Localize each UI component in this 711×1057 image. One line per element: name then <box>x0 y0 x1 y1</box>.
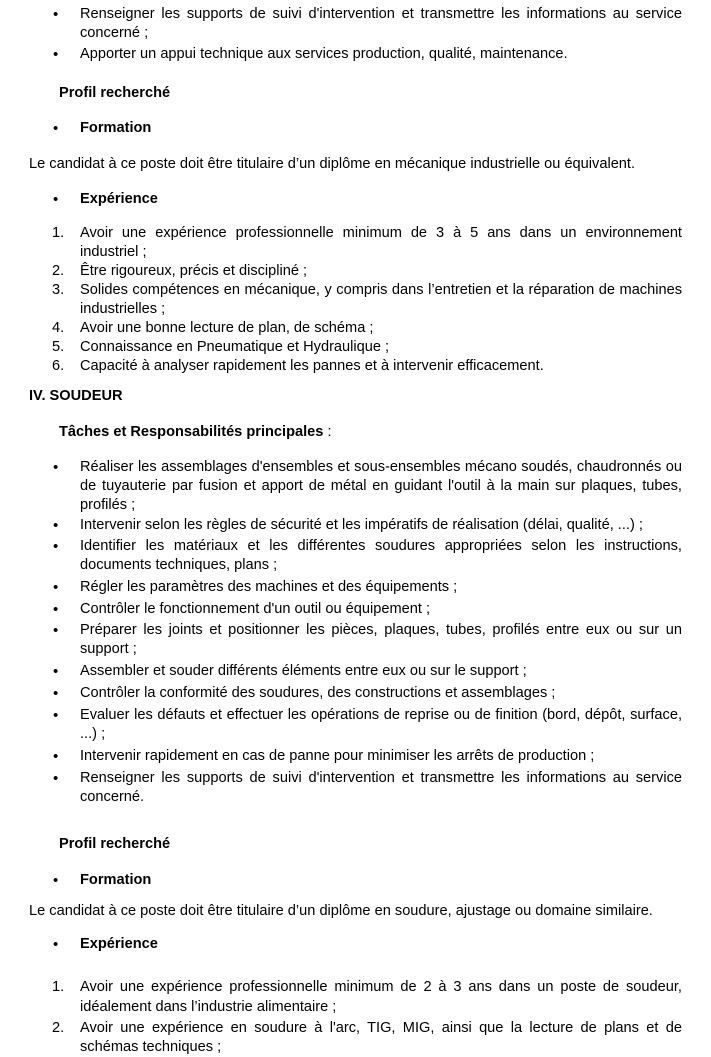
bullet-icon: • <box>53 579 59 596</box>
list-item-text: Evaluer les défauts et effectuer les opérations de reprise ou de finition (bord, dépôt, surface, ...) ; <box>80 707 682 742</box>
experience-label: Expérience <box>80 936 158 952</box>
list-item-text: Avoir une bonne lecture de plan, de schéma ; <box>80 320 374 336</box>
list-number: 4. <box>52 320 65 336</box>
bullet-icon: • <box>53 872 59 889</box>
bullet-icon: • <box>53 663 59 680</box>
bullet-icon: • <box>53 46 59 63</box>
list-item <box>29 458 682 515</box>
bullet-icon: • <box>53 6 59 23</box>
list-item-text: Avoir une expérience professionnelle minimum de 3 à 5 ans dans un environnement industriel ; <box>80 225 682 260</box>
list-item <box>29 357 682 376</box>
list-item-text: Régler les paramètres des machines et des équipements ; <box>80 579 458 595</box>
list-item-text: Avoir une expérience professionnelle minimum de 2 à 3 ans dans un poste de soudeur, idéalement dans l’industrie alimentaire ; <box>80 979 682 1015</box>
list-number: 1. <box>52 979 65 995</box>
list-item-text: Identifier les matériaux et les différentes soudures appropriées selon les instructions, documents techniques, plans ; <box>80 538 682 573</box>
bullet-icon: • <box>53 120 59 137</box>
list-item <box>29 5 682 43</box>
list-item-text: Apporter un appui technique aux services production, qualité, maintenance. <box>80 46 568 62</box>
list-item <box>29 1019 682 1057</box>
tasks-heading <box>59 423 332 442</box>
formation-label: Formation <box>80 120 152 136</box>
list-item-text: Contrôler le fonctionnement d'un outil ou équipement ; <box>80 601 431 617</box>
list-item-text: Préparer les joints et positionner les pièces, plaques, tubes, profilés entre eux ou sur un support ; <box>80 622 682 657</box>
list-item <box>29 706 682 744</box>
formation-text: Le candidat à ce poste doit être titulaire d’un diplôme en soudure, ajustage ou domaine similaire. <box>29 903 653 919</box>
formation-label: Formation <box>80 872 152 888</box>
list-item <box>29 262 682 281</box>
list-item <box>29 600 682 619</box>
list-number: 3. <box>52 282 65 298</box>
bullet-icon: • <box>53 685 59 702</box>
bullet-icon: • <box>53 622 59 639</box>
list-item <box>29 319 682 338</box>
bullet-icon: • <box>53 191 59 208</box>
list-item <box>29 747 682 766</box>
list-item-text: Solides compétences en mécanique, y compris dans l’entretien et la réparation de machines industrielles ; <box>80 282 682 317</box>
experience-label: Expérience <box>80 191 158 207</box>
list-item-text: Être rigoureux, précis et discipliné ; <box>80 263 308 279</box>
list-number: 6. <box>52 358 65 374</box>
experience-list <box>29 977 682 1057</box>
list-number: 5. <box>52 339 65 355</box>
bullet-icon: • <box>53 517 59 534</box>
list-item <box>29 516 682 535</box>
list-item <box>29 977 682 1017</box>
list-item <box>29 45 682 64</box>
list-item-text: Renseigner les supports de suivi d'intervention et transmettre les informations au service concerné ; <box>80 6 682 41</box>
list-item <box>29 224 682 262</box>
top-bullet-list <box>29 5 682 64</box>
list-item-text: Assembler et souder différents éléments entre eux ou sur le support ; <box>80 663 527 679</box>
list-number: 1. <box>52 225 65 241</box>
list-item <box>29 338 682 357</box>
list-item <box>29 281 682 319</box>
list-item <box>29 621 682 659</box>
tasks-list <box>29 458 682 807</box>
list-item-text: Renseigner les supports de suivi d'intervention et transmettre les informations au service concerné. <box>80 770 682 805</box>
bullet-icon: • <box>53 459 59 476</box>
list-item <box>29 537 682 575</box>
list-item-text: Réaliser les assemblages d'ensembles et sous-ensembles mécano soudés, chaudronnés ou de tuyauterie par fusion et apport de métal en guidant l'outil à la main sur plaques, tubes, profilés ; <box>80 459 682 513</box>
list-item-text: Contrôler la conformité des soudures, des constructions et assemblages ; <box>80 685 556 701</box>
bullet-icon: • <box>53 538 59 555</box>
list-item-text: Intervenir selon les règles de sécurité et les impératifs de réalisation (délai, qualité, ...) ; <box>80 517 643 533</box>
section-title: IV. SOUDEUR <box>29 388 123 404</box>
bullet-icon: • <box>53 936 59 953</box>
bullet-icon: • <box>53 770 59 787</box>
list-item-text: Connaissance en Pneumatique et Hydraulique ; <box>80 339 390 355</box>
list-item <box>29 769 682 807</box>
tasks-heading-label: Tâches et Responsabilités principales <box>59 424 324 440</box>
formation-text: Le candidat à ce poste doit être titulaire d’un diplôme en mécanique industrielle ou équivalent. <box>29 156 636 172</box>
list-item-text: Intervenir rapidement en cas de panne pour minimiser les arrêts de production ; <box>80 748 595 764</box>
list-number: 2. <box>52 263 65 279</box>
bullet-icon: • <box>53 601 59 618</box>
bullet-icon: • <box>53 707 59 724</box>
profile-heading: Profil recherché <box>59 836 171 852</box>
list-number: 2. <box>52 1020 65 1036</box>
bullet-icon: • <box>53 748 59 765</box>
list-item-text: Avoir une expérience en soudure à l'arc, TIG, MIG, ainsi que la lecture de plans et de schémas techniques ; <box>80 1020 682 1055</box>
list-item <box>29 578 682 597</box>
list-item <box>29 662 682 681</box>
list-item-text: Capacité à analyser rapidement les pannes et à intervenir efficacement. <box>80 358 544 374</box>
tasks-heading-suffix: : <box>323 424 332 440</box>
list-item <box>29 684 682 703</box>
profile-heading: Profil recherché <box>59 85 171 101</box>
experience-list <box>29 224 682 376</box>
